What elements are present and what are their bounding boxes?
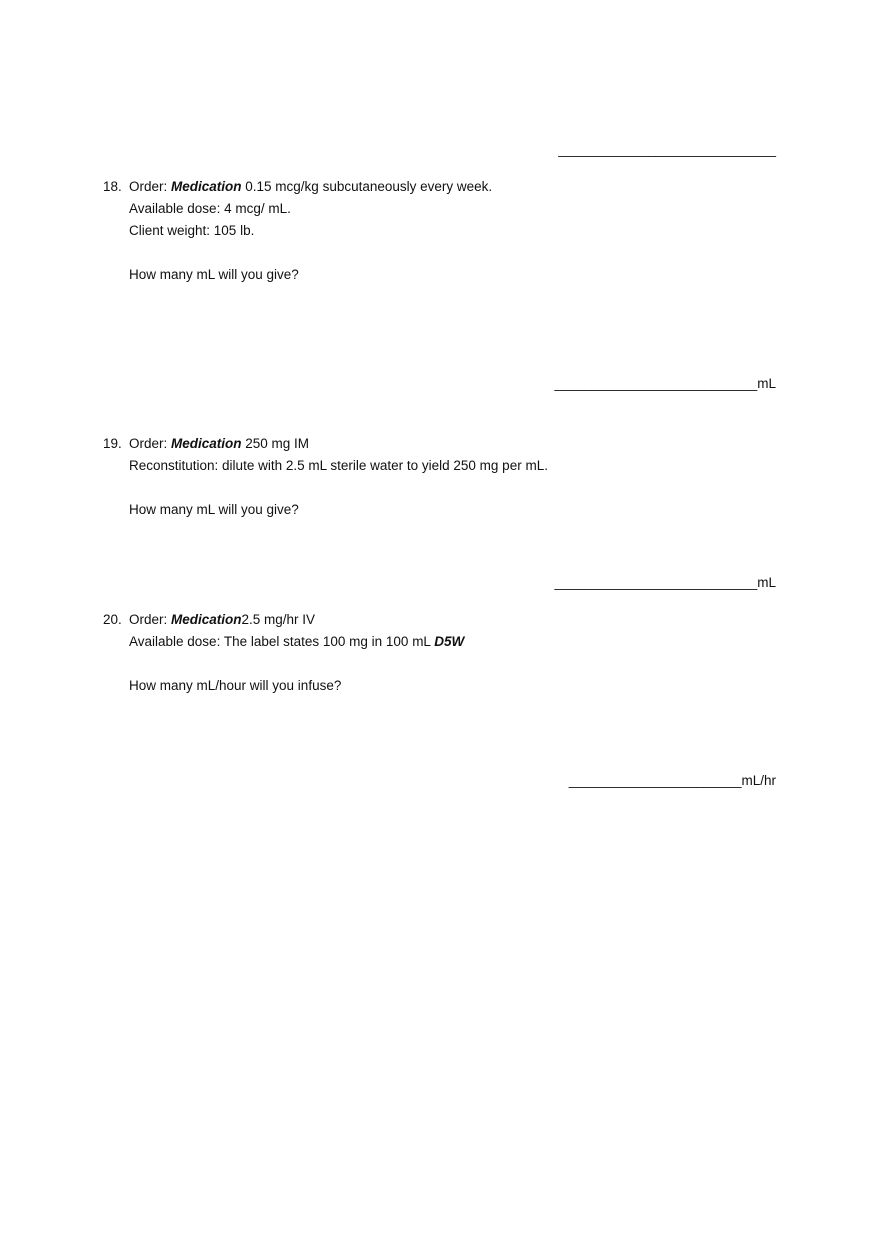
order-details: 250 mg IM <box>241 436 310 451</box>
medication-name: Medication <box>171 612 242 627</box>
answer-blank: _____________________________ <box>558 142 776 157</box>
order-details: 0.15 mcg/kg subcutaneously every week. <box>241 179 493 194</box>
answer-unit: mL/hr <box>741 773 776 788</box>
question-prompt: How many mL/hour will you infuse? <box>129 678 342 693</box>
answer-line-19[interactable] <box>555 575 776 590</box>
order-line <box>103 176 783 198</box>
order-prefix: Order: <box>129 612 172 627</box>
answer-blank: ___________________________ <box>554 575 758 590</box>
question-prompt: How many mL will you give? <box>129 267 299 282</box>
order-line <box>103 433 783 455</box>
medication-name: Medication <box>171 179 242 194</box>
question-number: 19. <box>103 436 122 451</box>
client-weight: Client weight: 105 lb. <box>129 223 255 238</box>
diluent-name: D5W <box>434 634 465 649</box>
order-prefix: Order: <box>129 436 172 451</box>
order-details: 2.5 mg/hr IV <box>241 612 316 627</box>
order-text <box>129 433 783 455</box>
answer-line-18[interactable] <box>555 376 776 391</box>
answer-line-20[interactable] <box>569 773 776 788</box>
available-dose: Available dose: 4 mcg/ mL. <box>129 201 291 216</box>
question-19 <box>103 433 783 521</box>
question-number: 18. <box>103 179 122 194</box>
order-prefix: Order: <box>129 179 172 194</box>
answer-blank: _______________________ <box>568 773 742 788</box>
reconstitution: Reconstitution: dilute with 2.5 mL sterile water to yield 250 mg per mL. <box>129 458 548 473</box>
question-number: 20. <box>103 612 122 627</box>
question-18 <box>103 176 783 286</box>
answer-blank: ___________________________ <box>554 376 758 391</box>
medication-name: Medication <box>171 436 242 451</box>
answer-unit: mL <box>757 575 776 590</box>
answer-line-top[interactable] <box>558 142 776 157</box>
order-text <box>129 176 783 198</box>
answer-unit: mL <box>757 376 776 391</box>
available-dose <box>103 631 783 653</box>
question-prompt: How many mL will you give? <box>129 502 299 517</box>
order-text <box>129 609 783 631</box>
order-line <box>103 609 783 631</box>
available-text: Available dose: The label states 100 mg in 100 mL <box>129 634 435 649</box>
question-20 <box>103 609 783 697</box>
